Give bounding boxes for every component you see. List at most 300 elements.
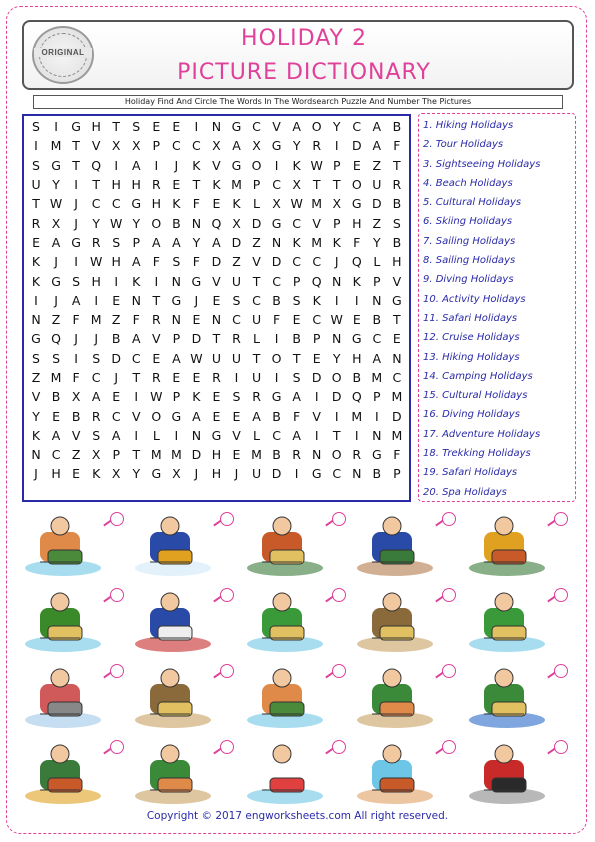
grid-letter[interactable]: M: [90, 312, 102, 328]
grid-letter[interactable]: S: [32, 119, 40, 135]
grid-letter[interactable]: F: [192, 254, 200, 270]
grid-letter[interactable]: J: [174, 157, 179, 173]
grid-letter[interactable]: J: [54, 254, 58, 270]
grid-letter[interactable]: A: [172, 234, 181, 250]
grid-letter[interactable]: N: [191, 215, 202, 231]
grid-letter[interactable]: S: [92, 350, 101, 366]
grid-letter[interactable]: L: [253, 196, 261, 212]
grid-letter[interactable]: O: [311, 119, 322, 135]
grid-letter[interactable]: W: [310, 157, 323, 173]
grid-letter[interactable]: J: [114, 370, 119, 385]
grid-letter[interactable]: R: [392, 177, 402, 193]
grid-letter[interactable]: G: [71, 234, 81, 250]
grid-letter[interactable]: O: [331, 447, 342, 463]
grid-letter[interactable]: F: [353, 234, 361, 250]
grid-letter[interactable]: M: [391, 389, 403, 405]
grid-letter[interactable]: Y: [192, 234, 201, 250]
grid-letter[interactable]: K: [132, 273, 141, 289]
grid-letter[interactable]: I: [74, 254, 78, 270]
grid-letter[interactable]: B: [372, 312, 382, 328]
grid-letter[interactable]: M: [170, 447, 182, 463]
grid-letter[interactable]: S: [292, 292, 301, 308]
grid-letter[interactable]: G: [371, 447, 382, 463]
grid-letter[interactable]: U: [251, 312, 262, 328]
grid-letter[interactable]: P: [393, 466, 401, 482]
grid-letter[interactable]: C: [292, 215, 301, 231]
grid-letter[interactable]: I: [274, 370, 279, 385]
grid-letter[interactable]: G: [71, 119, 81, 135]
number-bubble[interactable]: [110, 588, 124, 602]
grid-letter[interactable]: K: [31, 254, 41, 270]
grid-letter[interactable]: K: [312, 292, 321, 308]
grid-letter[interactable]: P: [172, 389, 181, 405]
grid-letter[interactable]: G: [31, 331, 41, 347]
grid-letter[interactable]: E: [192, 312, 201, 328]
grid-letter[interactable]: Z: [252, 234, 261, 250]
grid-letter[interactable]: C: [111, 196, 121, 212]
grid-letter[interactable]: J: [54, 292, 58, 308]
grid-letter[interactable]: C: [252, 292, 261, 308]
grid-letter[interactable]: I: [154, 157, 159, 173]
grid-letter[interactable]: U: [251, 370, 262, 385]
grid-letter[interactable]: C: [91, 196, 101, 212]
grid-letter[interactable]: M: [50, 138, 62, 154]
grid-letter[interactable]: R: [212, 370, 221, 385]
grid-letter[interactable]: R: [31, 215, 41, 231]
grid-letter[interactable]: Z: [111, 312, 121, 328]
grid-letter[interactable]: D: [111, 350, 122, 366]
grid-letter[interactable]: N: [271, 234, 282, 250]
grid-letter[interactable]: S: [32, 157, 40, 173]
grid-letter[interactable]: I: [134, 389, 139, 405]
grid-letter[interactable]: X: [51, 215, 61, 231]
grid-letter[interactable]: T: [132, 370, 141, 385]
grid-letter[interactable]: W: [190, 350, 203, 366]
number-bubble[interactable]: [220, 740, 234, 754]
grid-letter[interactable]: G: [171, 408, 182, 424]
grid-letter[interactable]: U: [372, 177, 382, 193]
grid-letter[interactable]: E: [192, 370, 201, 385]
grid-letter[interactable]: C: [91, 370, 101, 385]
grid-letter[interactable]: R: [151, 312, 161, 328]
grid-letter[interactable]: P: [373, 273, 381, 289]
grid-letter[interactable]: P: [112, 447, 120, 463]
grid-letter[interactable]: E: [232, 447, 241, 463]
grid-letter[interactable]: D: [251, 215, 262, 231]
grid-letter[interactable]: C: [332, 466, 342, 482]
grid-letter[interactable]: J: [74, 196, 78, 212]
grid-letter[interactable]: U: [231, 273, 242, 289]
grid-letter[interactable]: A: [152, 234, 161, 250]
grid-letter[interactable]: A: [192, 408, 201, 424]
grid-letter[interactable]: V: [71, 427, 81, 443]
grid-letter[interactable]: Z: [71, 447, 81, 463]
grid-letter[interactable]: V: [312, 408, 321, 424]
grid-letter[interactable]: H: [91, 273, 101, 289]
grid-letter[interactable]: E: [392, 331, 401, 347]
grid-letter[interactable]: A: [212, 234, 221, 250]
grid-letter[interactable]: O: [251, 157, 262, 173]
grid-letter[interactable]: T: [72, 138, 80, 154]
grid-letter[interactable]: A: [292, 119, 301, 135]
grid-letter[interactable]: J: [234, 466, 239, 482]
grid-letter[interactable]: Y: [32, 408, 40, 424]
grid-letter[interactable]: K: [232, 196, 241, 212]
grid-letter[interactable]: G: [351, 331, 362, 347]
grid-letter[interactable]: N: [352, 466, 362, 482]
grid-letter[interactable]: T: [252, 350, 261, 366]
grid-letter[interactable]: X: [71, 389, 81, 405]
number-bubble[interactable]: [442, 588, 456, 602]
grid-letter[interactable]: E: [172, 119, 181, 135]
grid-letter[interactable]: E: [72, 466, 81, 482]
grid-letter[interactable]: G: [271, 389, 282, 405]
grid-letter[interactable]: B: [392, 234, 402, 250]
grid-letter[interactable]: V: [232, 427, 241, 443]
grid-letter[interactable]: X: [111, 138, 121, 154]
grid-letter[interactable]: J: [74, 331, 78, 347]
grid-letter[interactable]: I: [274, 331, 279, 347]
grid-letter[interactable]: N: [211, 312, 222, 328]
grid-letter[interactable]: K: [332, 234, 341, 250]
grid-letter[interactable]: E: [312, 350, 321, 366]
grid-letter[interactable]: K: [92, 466, 101, 482]
grid-letter[interactable]: E: [212, 408, 221, 424]
number-bubble[interactable]: [332, 512, 346, 526]
grid-letter[interactable]: Z: [372, 157, 382, 173]
grid-letter[interactable]: D: [271, 466, 282, 482]
grid-letter[interactable]: Q: [91, 157, 102, 173]
grid-letter[interactable]: C: [51, 447, 61, 463]
grid-letter[interactable]: M: [231, 177, 242, 193]
grid-letter[interactable]: E: [172, 177, 181, 193]
grid-letter[interactable]: X: [292, 177, 301, 193]
grid-letter[interactable]: T: [393, 312, 401, 328]
grid-letter[interactable]: R: [292, 447, 301, 463]
grid-letter[interactable]: T: [332, 427, 341, 443]
number-bubble[interactable]: [554, 740, 568, 754]
grid-letter[interactable]: X: [232, 215, 241, 231]
grid-letter[interactable]: V: [212, 157, 221, 173]
grid-letter[interactable]: I: [194, 119, 199, 135]
grid-letter[interactable]: M: [391, 427, 403, 443]
grid-letter[interactable]: V: [131, 408, 141, 424]
grid-letter[interactable]: P: [172, 331, 181, 347]
grid-letter[interactable]: A: [292, 427, 301, 443]
grid-letter[interactable]: G: [231, 119, 242, 135]
grid-letter[interactable]: G: [311, 466, 322, 482]
grid-letter[interactable]: N: [372, 292, 382, 308]
grid-letter[interactable]: O: [271, 350, 282, 366]
grid-letter[interactable]: A: [252, 408, 261, 424]
grid-letter[interactable]: B: [51, 389, 61, 405]
grid-letter[interactable]: D: [331, 389, 342, 405]
number-bubble[interactable]: [332, 740, 346, 754]
grid-letter[interactable]: F: [72, 312, 80, 328]
grid-letter[interactable]: A: [71, 292, 81, 308]
grid-letter[interactable]: T: [112, 119, 121, 135]
grid-letter[interactable]: P: [132, 234, 141, 250]
grid-letter[interactable]: G: [171, 292, 182, 308]
grid-letter[interactable]: G: [191, 273, 202, 289]
grid-letter[interactable]: E: [112, 389, 121, 405]
grid-letter[interactable]: S: [232, 292, 241, 308]
grid-letter[interactable]: Q: [351, 389, 362, 405]
grid-letter[interactable]: K: [31, 427, 41, 443]
grid-letter[interactable]: T: [212, 331, 221, 347]
grid-letter[interactable]: A: [372, 138, 382, 154]
number-bubble[interactable]: [442, 740, 456, 754]
grid-letter[interactable]: A: [131, 254, 141, 270]
grid-letter[interactable]: Q: [211, 215, 222, 231]
grid-letter[interactable]: M: [311, 196, 323, 212]
grid-letter[interactable]: V: [252, 254, 261, 270]
grid-letter[interactable]: T: [152, 292, 161, 308]
grid-letter[interactable]: C: [272, 273, 281, 289]
grid-letter[interactable]: A: [232, 138, 241, 154]
grid-letter[interactable]: K: [172, 196, 181, 212]
grid-letter[interactable]: V: [392, 273, 402, 289]
grid-letter[interactable]: G: [231, 157, 242, 173]
grid-letter[interactable]: N: [392, 350, 402, 366]
grid-letter[interactable]: B: [272, 292, 281, 308]
grid-letter[interactable]: B: [111, 331, 121, 347]
grid-letter[interactable]: Z: [372, 215, 382, 231]
grid-letter[interactable]: G: [51, 273, 61, 289]
grid-letter[interactable]: S: [232, 389, 241, 405]
grid-letter[interactable]: N: [312, 447, 322, 463]
grid-letter[interactable]: A: [91, 389, 101, 405]
grid-letter[interactable]: T: [292, 350, 301, 366]
grid-letter[interactable]: N: [31, 447, 41, 463]
grid-letter[interactable]: H: [111, 177, 121, 193]
grid-letter[interactable]: N: [211, 119, 222, 135]
grid-letter[interactable]: B: [392, 196, 402, 212]
grid-letter[interactable]: O: [151, 215, 162, 231]
number-bubble[interactable]: [442, 664, 456, 678]
grid-letter[interactable]: C: [252, 119, 261, 135]
grid-letter[interactable]: T: [72, 157, 80, 173]
number-bubble[interactable]: [220, 588, 234, 602]
grid-letter[interactable]: B: [272, 447, 281, 463]
grid-letter[interactable]: I: [74, 177, 78, 193]
grid-letter[interactable]: G: [271, 138, 282, 154]
grid-letter[interactable]: D: [191, 331, 202, 347]
grid-letter[interactable]: I: [294, 466, 299, 482]
grid-letter[interactable]: H: [352, 350, 362, 366]
number-bubble[interactable]: [110, 740, 124, 754]
grid-letter[interactable]: S: [172, 254, 181, 270]
grid-letter[interactable]: K: [192, 157, 201, 173]
grid-letter[interactable]: R: [91, 408, 101, 424]
grid-letter[interactable]: X: [172, 466, 181, 482]
grid-letter[interactable]: I: [134, 427, 139, 443]
grid-letter[interactable]: E: [212, 196, 221, 212]
grid-letter[interactable]: J: [74, 215, 78, 231]
grid-letter[interactable]: O: [151, 408, 162, 424]
grid-letter[interactable]: E: [112, 292, 121, 308]
grid-letter[interactable]: I: [274, 157, 279, 173]
grid-letter[interactable]: E: [292, 312, 301, 328]
grid-letter[interactable]: N: [332, 331, 342, 347]
grid-letter[interactable]: U: [251, 466, 262, 482]
grid-letter[interactable]: E: [52, 408, 61, 424]
grid-letter[interactable]: C: [372, 331, 382, 347]
grid-letter[interactable]: V: [152, 331, 161, 347]
grid-letter[interactable]: E: [232, 408, 241, 424]
grid-letter[interactable]: M: [351, 408, 363, 424]
grid-letter[interactable]: T: [252, 273, 261, 289]
grid-letter[interactable]: K: [352, 273, 361, 289]
grid-letter[interactable]: D: [372, 196, 382, 212]
grid-letter[interactable]: M: [371, 370, 383, 385]
grid-letter[interactable]: Y: [132, 466, 141, 482]
grid-letter[interactable]: C: [232, 312, 241, 328]
grid-letter[interactable]: F: [132, 312, 140, 328]
grid-letter[interactable]: J: [94, 331, 98, 347]
grid-letter[interactable]: R: [151, 177, 161, 193]
grid-letter[interactable]: A: [51, 427, 61, 443]
grid-letter[interactable]: C: [192, 138, 201, 154]
grid-letter[interactable]: T: [393, 157, 401, 173]
grid-letter[interactable]: D: [311, 370, 322, 385]
grid-letter[interactable]: I: [354, 427, 359, 443]
grid-letter[interactable]: C: [272, 177, 281, 193]
grid-letter[interactable]: A: [111, 427, 121, 443]
grid-letter[interactable]: U: [231, 350, 242, 366]
grid-letter[interactable]: I: [314, 427, 319, 443]
grid-letter[interactable]: R: [312, 138, 322, 154]
grid-letter[interactable]: I: [354, 292, 359, 308]
grid-letter[interactable]: Y: [373, 234, 381, 250]
grid-letter[interactable]: P: [292, 273, 301, 289]
grid-letter[interactable]: R: [352, 447, 362, 463]
grid-letter[interactable]: D: [211, 254, 222, 270]
grid-letter[interactable]: I: [74, 350, 78, 366]
grid-letter[interactable]: I: [314, 389, 319, 405]
grid-letter[interactable]: B: [292, 331, 301, 347]
grid-letter[interactable]: J: [194, 466, 199, 482]
grid-letter[interactable]: P: [332, 157, 341, 173]
grid-letter[interactable]: F: [72, 370, 80, 385]
grid-letter[interactable]: H: [51, 466, 61, 482]
grid-letter[interactable]: S: [72, 273, 81, 289]
number-bubble[interactable]: [110, 512, 124, 526]
grid-letter[interactable]: S: [52, 350, 61, 366]
grid-letter[interactable]: Q: [51, 331, 61, 347]
grid-letter[interactable]: H: [151, 196, 161, 212]
grid-letter[interactable]: H: [131, 177, 141, 193]
grid-letter[interactable]: F: [293, 408, 301, 424]
grid-letter[interactable]: Q: [351, 254, 362, 270]
grid-letter[interactable]: K: [31, 273, 41, 289]
grid-letter[interactable]: G: [51, 157, 61, 173]
number-bubble[interactable]: [220, 664, 234, 678]
grid-letter[interactable]: X: [131, 138, 141, 154]
grid-letter[interactable]: C: [131, 350, 141, 366]
number-bubble[interactable]: [332, 664, 346, 678]
grid-letter[interactable]: M: [251, 447, 262, 463]
grid-letter[interactable]: R: [151, 370, 161, 385]
grid-letter[interactable]: R: [232, 331, 241, 347]
grid-letter[interactable]: V: [272, 119, 281, 135]
number-bubble[interactable]: [220, 512, 234, 526]
grid-letter[interactable]: X: [111, 466, 121, 482]
grid-letter[interactable]: P: [252, 177, 261, 193]
grid-letter[interactable]: P: [373, 389, 381, 405]
grid-letter[interactable]: I: [374, 408, 379, 424]
grid-letter[interactable]: N: [332, 273, 342, 289]
grid-letter[interactable]: G: [151, 466, 162, 482]
grid-letter[interactable]: J: [34, 466, 38, 482]
grid-letter[interactable]: D: [271, 254, 282, 270]
grid-letter[interactable]: A: [372, 119, 382, 135]
grid-letter[interactable]: L: [373, 254, 381, 270]
grid-letter[interactable]: K: [292, 157, 301, 173]
grid-letter[interactable]: S: [92, 427, 101, 443]
grid-letter[interactable]: N: [171, 312, 182, 328]
grid-letter[interactable]: V: [312, 215, 321, 231]
grid-letter[interactable]: E: [352, 312, 361, 328]
grid-letter[interactable]: N: [372, 427, 382, 443]
grid-letter[interactable]: Q: [311, 273, 322, 289]
grid-letter[interactable]: A: [51, 234, 61, 250]
grid-letter[interactable]: P: [152, 138, 161, 154]
grid-letter[interactable]: H: [211, 447, 222, 463]
grid-letter[interactable]: I: [234, 370, 239, 385]
grid-letter[interactable]: F: [393, 447, 401, 463]
grid-letter[interactable]: I: [34, 292, 38, 308]
grid-letter[interactable]: D: [231, 234, 242, 250]
grid-letter[interactable]: I: [334, 408, 339, 424]
grid-letter[interactable]: I: [114, 157, 119, 173]
grid-letter[interactable]: R: [252, 389, 261, 405]
grid-letter[interactable]: G: [131, 196, 142, 212]
grid-letter[interactable]: L: [253, 427, 261, 443]
number-bubble[interactable]: [332, 588, 346, 602]
grid-letter[interactable]: Y: [52, 177, 60, 193]
grid-letter[interactable]: Z: [31, 370, 41, 385]
grid-letter[interactable]: U: [31, 177, 41, 193]
grid-letter[interactable]: N: [171, 273, 182, 289]
grid-letter[interactable]: V: [91, 138, 101, 154]
grid-letter[interactable]: W: [110, 215, 123, 231]
grid-letter[interactable]: W: [49, 196, 63, 212]
grid-letter[interactable]: D: [392, 408, 402, 424]
grid-letter[interactable]: G: [392, 292, 402, 308]
grid-letter[interactable]: X: [91, 447, 101, 463]
grid-letter[interactable]: I: [94, 292, 98, 308]
grid-letter[interactable]: V: [212, 273, 221, 289]
grid-letter[interactable]: E: [352, 157, 361, 173]
grid-letter[interactable]: Z: [51, 312, 61, 328]
grid-letter[interactable]: A: [131, 157, 141, 173]
grid-letter[interactable]: T: [312, 177, 321, 193]
grid-letter[interactable]: F: [152, 254, 160, 270]
grid-letter[interactable]: U: [211, 350, 222, 366]
grid-letter[interactable]: B: [272, 408, 281, 424]
grid-letter[interactable]: Z: [232, 254, 241, 270]
grid-letter[interactable]: C: [272, 427, 281, 443]
grid-letter[interactable]: H: [91, 119, 101, 135]
grid-letter[interactable]: J: [194, 292, 199, 308]
grid-letter[interactable]: S: [112, 234, 121, 250]
grid-letter[interactable]: H: [211, 466, 222, 482]
grid-letter[interactable]: C: [292, 254, 301, 270]
grid-letter[interactable]: C: [312, 254, 322, 270]
grid-letter[interactable]: D: [351, 138, 362, 154]
grid-letter[interactable]: R: [91, 234, 101, 250]
